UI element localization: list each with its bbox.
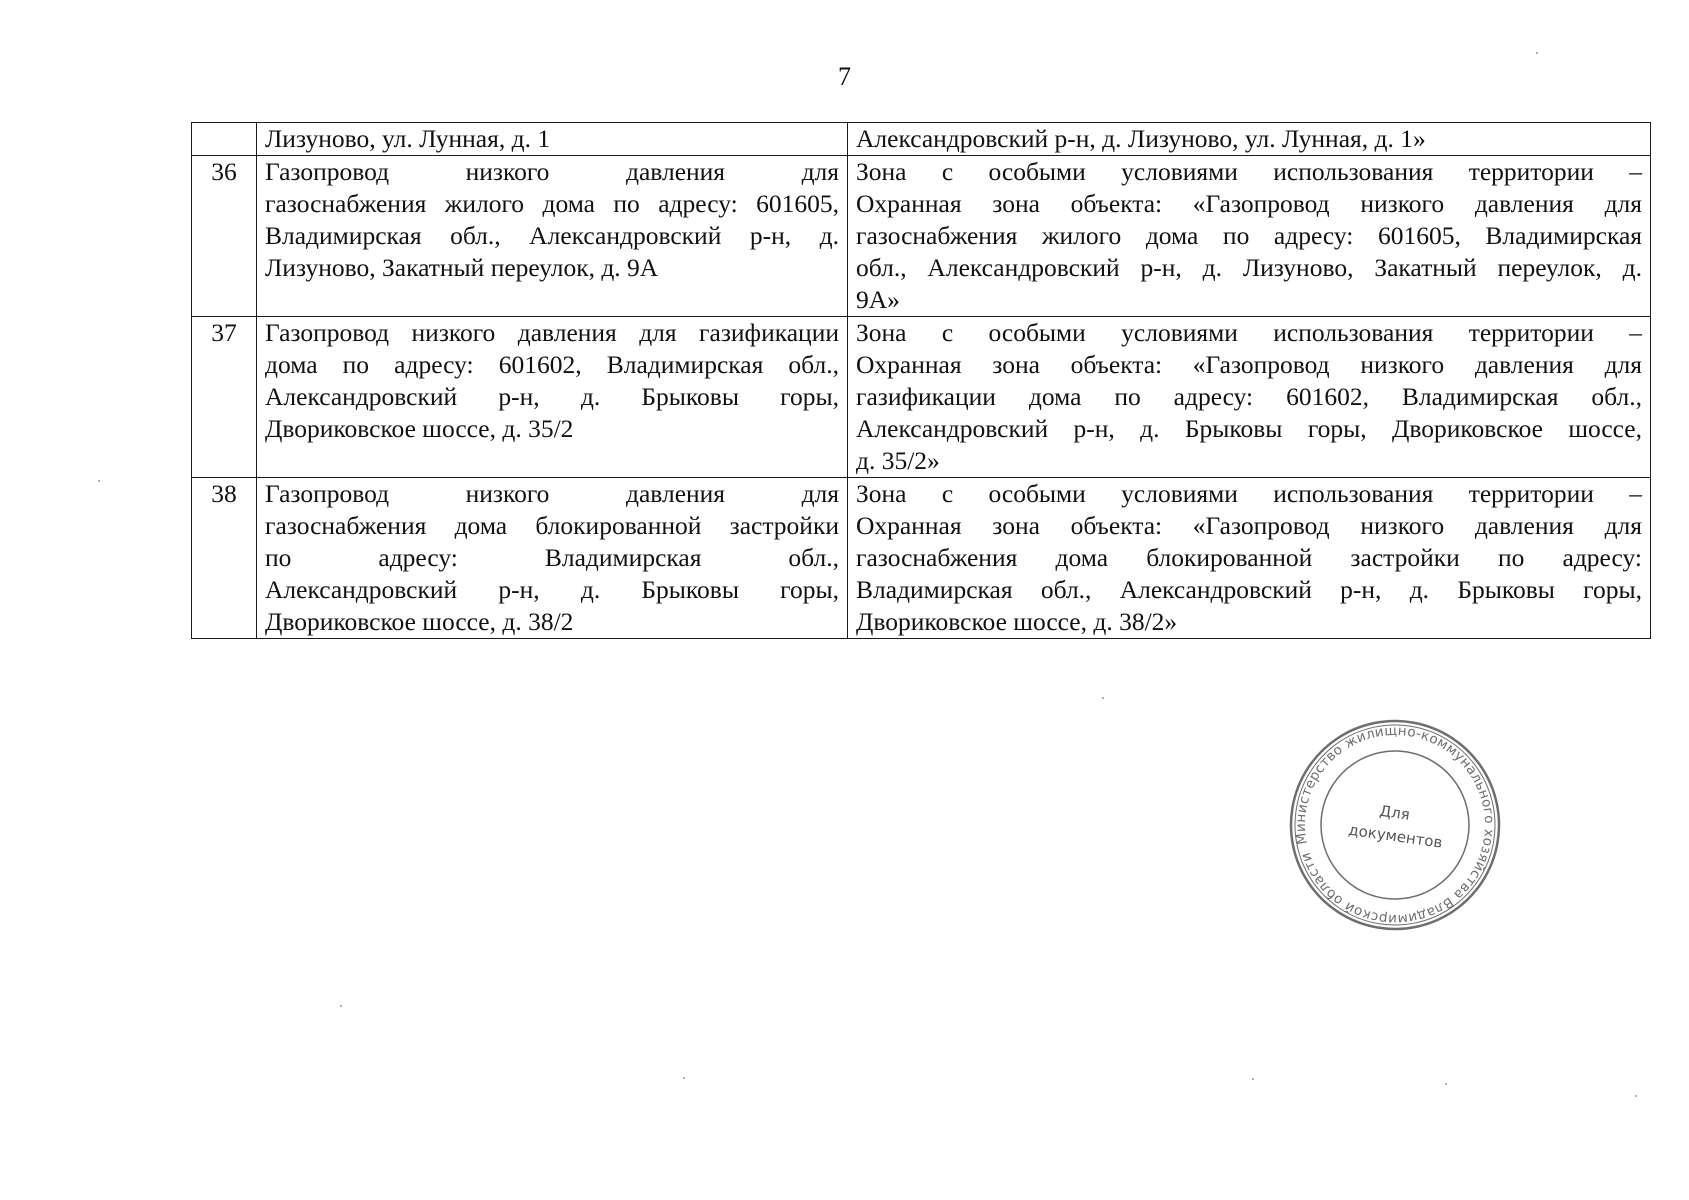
object-line: дома по адресу: 601602, Владимирская обл., xyxy=(265,350,839,379)
object-line: Лизуново, Закатный переулок, д. 9А xyxy=(265,253,659,282)
scan-speck xyxy=(1102,697,1104,699)
object-cell xyxy=(257,478,848,639)
object-line: Двориковское шоссе, д. 35/2 xyxy=(265,414,574,443)
object-line: газоснабжения жилого дома по адресу: 601605, xyxy=(265,189,839,218)
stamp-center-line2: документов xyxy=(1347,820,1444,852)
zone-line: газоснабжения дома блокированной застройки по адресу: xyxy=(856,543,1642,572)
scan-speck xyxy=(1445,1083,1447,1085)
zone-cell xyxy=(848,478,1651,639)
zone-cell xyxy=(848,317,1651,478)
row-number-cell: 38 xyxy=(192,478,257,639)
object-line: Владимирская обл., Александровский р-н, д. xyxy=(265,221,839,250)
stamp-center-line1: Для xyxy=(1378,801,1411,824)
table-row xyxy=(192,123,1651,156)
object-line: газоснабжения дома блокированной застройки xyxy=(265,511,839,540)
zone-line: д. 35/2» xyxy=(856,446,940,475)
zone-line: Охранная зона объекта: «Газопровод низкого давления для xyxy=(856,511,1642,540)
object-cell xyxy=(257,317,848,478)
object-line: Газопровод низкого давления для xyxy=(265,157,839,186)
scan-speck xyxy=(1635,1095,1637,1097)
zone-line: газификации дома по адресу: 601602, Владимирская обл., xyxy=(856,382,1642,411)
object-line: Двориковское шоссе, д. 38/2 xyxy=(265,607,574,636)
table-row xyxy=(192,156,1651,317)
object-cell xyxy=(257,156,848,317)
scan-speck xyxy=(1536,52,1538,54)
stamp-outer-ring xyxy=(1285,715,1505,935)
table-row xyxy=(192,317,1651,478)
object-line: Лизуново, ул. Лунная, д. 1 xyxy=(265,124,551,153)
object-line: Газопровод низкого давления для газификации xyxy=(265,318,839,347)
zone-line: Охранная зона объекта: «Газопровод низкого давления для xyxy=(856,189,1642,218)
official-stamp xyxy=(1285,715,1505,935)
page-number: 7 xyxy=(838,62,851,91)
zone-line: газоснабжения жилого дома по адресу: 601605, Владимирская xyxy=(856,221,1642,250)
zone-line: Охранная зона объекта: «Газопровод низкого давления для xyxy=(856,350,1642,379)
scan-speck xyxy=(98,480,100,482)
zone-line: Зона с особыми условиями использования территории – xyxy=(856,318,1642,347)
zone-line: Зона с особыми условиями использования территории – xyxy=(856,479,1642,508)
object-line: Александровский р-н, д. Брыковы горы, xyxy=(265,575,839,604)
stamp-ring-text: Министерство жилищно-коммунального хозяйства Владимирской области xyxy=(1292,722,1498,928)
row-number-cell: 37 xyxy=(192,317,257,478)
zone-line: Зона с особыми условиями использования территории – xyxy=(856,157,1642,186)
zone-line: Александровский р-н, д. Брыковы горы, Двориковское шоссе, xyxy=(856,414,1642,443)
object-line: Александровский р-н, д. Брыковы горы, xyxy=(265,382,839,411)
scan-speck xyxy=(1252,1078,1254,1080)
zone-cell xyxy=(848,156,1651,317)
zone-line: обл., Александровский р-н, д. Лизуново, Закатный переулок, д. xyxy=(856,253,1642,282)
zones-table xyxy=(191,122,1651,639)
object-line: Газопровод низкого давления для xyxy=(265,479,839,508)
row-number-cell xyxy=(192,123,257,156)
scan-speck xyxy=(683,1077,685,1079)
stamp-outer-ring-inner xyxy=(1285,715,1505,935)
stamp-seal-icon xyxy=(1285,715,1505,935)
zone-line: Александровский р-н, д. Лизуново, ул. Лунная, д. 1» xyxy=(856,124,1426,153)
row-number-cell: 36 xyxy=(192,156,257,317)
scan-speck xyxy=(340,1005,342,1007)
zone-line: Двориковское шоссе, д. 38/2» xyxy=(856,607,1178,636)
zone-cell xyxy=(848,123,1651,156)
zone-line: 9А» xyxy=(856,285,900,314)
table-row xyxy=(192,478,1651,639)
object-line: по адресу: Владимирская обл., xyxy=(265,543,839,572)
object-cell xyxy=(257,123,848,156)
zone-line: Владимирская обл., Александровский р-н, д. Брыковы горы, xyxy=(856,575,1642,604)
